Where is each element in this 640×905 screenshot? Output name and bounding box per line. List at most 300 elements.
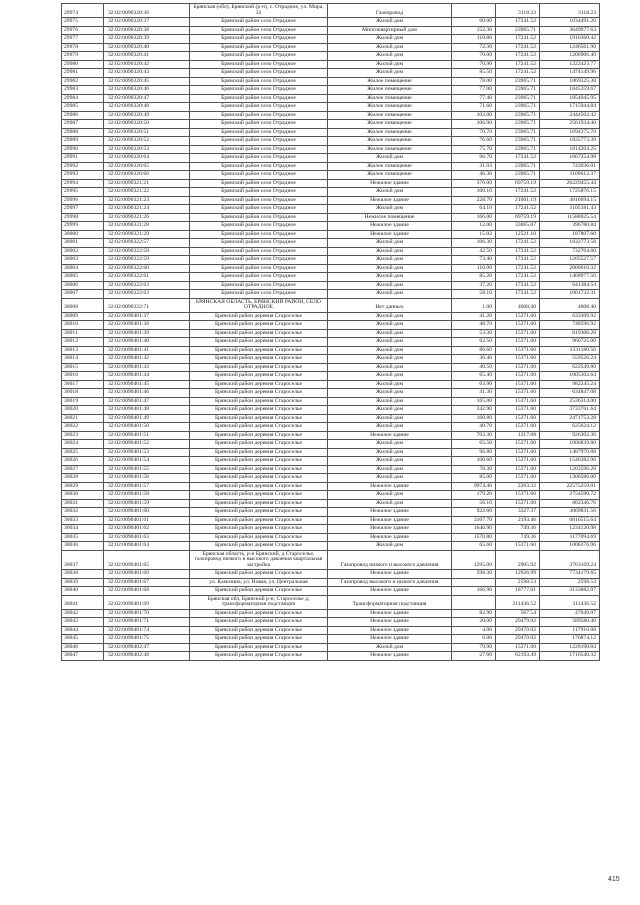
- cadastral-value-cell: 2000016.32: [540, 264, 600, 273]
- address-cell: Брянский район деревня Староселье: [190, 508, 328, 517]
- cadastral-value-cell: 1694375.70: [540, 128, 600, 137]
- area-cell: 152.30: [452, 26, 496, 35]
- specific-value-cell: 15371.60: [496, 346, 540, 355]
- address-cell: Брянский район деревня Староселье: [190, 570, 328, 579]
- table-row: [62, 533, 600, 542]
- cadastral-value-cell: 589580.40: [540, 618, 600, 627]
- row-number-cell: 29991: [62, 154, 104, 163]
- address-cell: Брянская (обл), Брянский (р-н), с. Отрадное, ул. Мира, 33: [190, 4, 328, 18]
- cadastral-value-cell: 1008376.96: [540, 542, 600, 551]
- row-number-cell: 29995: [62, 188, 104, 197]
- row-number-cell: 29990: [62, 145, 104, 154]
- cadastral-number-cell: 32:02:0090401:38: [104, 321, 190, 330]
- specific-value-cell: 23965.71: [496, 77, 540, 86]
- row-number-cell: 30008: [62, 298, 104, 312]
- area-cell: 70.00: [452, 52, 496, 61]
- cadastral-value-cell: 11580025.54: [540, 213, 600, 222]
- cadastral-number-cell: 32:02:0090401:39: [104, 329, 190, 338]
- address-cell: Брянский район село Отрадное: [190, 239, 328, 248]
- cadastral-number-cell: 32:02:0090320:48: [104, 103, 190, 112]
- row-number-cell: 29986: [62, 111, 104, 120]
- table-row: [62, 171, 600, 180]
- area-cell: 75.70: [452, 145, 496, 154]
- object-type-cell: Нежилое здание: [328, 196, 452, 205]
- specific-value-cell: 17241.52: [496, 69, 540, 78]
- specific-value-cell: 23965.71: [496, 162, 540, 171]
- area-cell: 72.30: [452, 43, 496, 52]
- table-row: [62, 457, 600, 466]
- object-type-cell: Жилой дом: [328, 329, 452, 338]
- object-type-cell: Жилой дом: [328, 264, 452, 273]
- table-row: [62, 94, 600, 103]
- table-row: [62, 355, 600, 364]
- table-row: [62, 103, 600, 112]
- object-type-cell: Нежилое здание: [328, 482, 452, 491]
- row-number-cell: 30023: [62, 431, 104, 440]
- address-cell: Брянский район село Отрадное: [190, 103, 328, 112]
- cadastral-value-cell: 3733761.64: [540, 406, 600, 415]
- cadastral-value-cell: 4608.40: [540, 298, 600, 312]
- table-row: [62, 440, 600, 449]
- cadastral-value-cell: 2536314.00: [540, 397, 600, 406]
- table-row: [62, 448, 600, 457]
- cadastral-number-cell: 32:02:0090401:43: [104, 363, 190, 372]
- cadastral-value-cell: 1667254.98: [540, 154, 600, 163]
- area-cell: 27.60: [452, 652, 496, 661]
- area-cell: 96.70: [452, 154, 496, 163]
- row-number-cell: 30042: [62, 609, 104, 618]
- cadastral-number-cell: 32:02:0090401:53: [104, 448, 190, 457]
- page-number: 415: [608, 876, 620, 883]
- specific-value-cell: 1317.08: [496, 431, 540, 440]
- object-type-cell: Жилой дом: [328, 247, 452, 256]
- address-cell: Брянский район село Отрадное: [190, 222, 328, 231]
- address-cell: Брянский район село Отрадное: [190, 162, 328, 171]
- table-row: [62, 77, 600, 86]
- specific-value-cell: 15371.60: [496, 465, 540, 474]
- area-cell: 106.30: [452, 239, 496, 248]
- row-number-cell: 29985: [62, 103, 104, 112]
- table-row: [62, 69, 600, 78]
- address-cell: Брянский район деревня Староселье: [190, 406, 328, 415]
- specific-value-cell: 12926.99: [496, 570, 540, 579]
- row-number-cell: 29994: [62, 179, 104, 188]
- cadastral-value-cell: 22575259.01: [540, 482, 600, 491]
- object-type-cell: Жилой дом: [328, 457, 452, 466]
- cadastral-value-cell: 926302.36: [540, 431, 600, 440]
- area-cell: 79.90: [452, 643, 496, 652]
- row-number-cell: 30002: [62, 247, 104, 256]
- area-cell: 165.00: [452, 397, 496, 406]
- cadastral-number-cell: 32:02:0090401:67: [104, 578, 190, 587]
- address-cell: Брянский район деревня Староселье: [190, 626, 328, 635]
- row-number-cell: 30046: [62, 643, 104, 652]
- table-row: [62, 595, 600, 609]
- specific-value-cell: 23965.71: [496, 111, 540, 120]
- cadastral-number-cell: 32:02:0090320:46: [104, 86, 190, 95]
- address-cell: Брянский район деревня Староселье: [190, 499, 328, 508]
- specific-value-cell: 749.36: [496, 525, 540, 534]
- cadastral-number-cell: 32:02:0090401:71: [104, 618, 190, 627]
- row-number-cell: 29980: [62, 60, 104, 69]
- specific-value-cell: 33065.07: [496, 222, 540, 231]
- cadastral-value-cell: 1845359.67: [540, 86, 600, 95]
- address-cell: Брянский район деревня Староселье: [190, 525, 328, 534]
- cadastral-number-cell: 32:02:0090401:47: [104, 397, 190, 406]
- table-row: [62, 120, 600, 129]
- cadastral-number-cell: 32:02:0090401:37: [104, 312, 190, 321]
- cadastral-number-cell: 32:02:0090321:23: [104, 196, 190, 205]
- table-row: [62, 188, 600, 197]
- row-number-cell: 30019: [62, 397, 104, 406]
- object-type-cell: Газопровод высокого и низкого давления: [328, 578, 452, 587]
- cadastral-value-cell: 1869325.38: [540, 77, 600, 86]
- cadastral-number-cell: 32:02:0090322:59: [104, 256, 190, 265]
- table-row: [62, 26, 600, 35]
- cadastral-value-cell: 1715944.84: [540, 103, 600, 112]
- table-row: [62, 205, 600, 214]
- row-number-cell: 29992: [62, 162, 104, 171]
- table-row: [62, 570, 600, 579]
- row-number-cell: 30029: [62, 482, 104, 491]
- table-row: [62, 52, 600, 61]
- address-cell: Брянский район село Отрадное: [190, 26, 328, 35]
- specific-value-cell: 15371.60: [496, 363, 540, 372]
- address-cell: Брянский район село Отрадное: [190, 86, 328, 95]
- table-row: [62, 406, 600, 415]
- specific-value-cell: 69759.19: [496, 179, 540, 188]
- table-row: [62, 213, 600, 222]
- cadastral-value-cell: 1487970.88: [540, 448, 600, 457]
- area-cell: 598.30: [452, 570, 496, 579]
- cadastral-number-cell: 32:02:0090401:49: [104, 414, 190, 423]
- cadastral-number-cell: 32:02:0090320:40: [104, 43, 190, 52]
- specific-value-cell: 4608.40: [496, 298, 540, 312]
- row-number-cell: 30028: [62, 474, 104, 483]
- row-number-cell: 30040: [62, 587, 104, 596]
- row-number-cell: 29987: [62, 120, 104, 129]
- table-row: [62, 128, 600, 137]
- row-number-cell: 29978: [62, 43, 104, 52]
- object-type-cell: Жилой дом: [328, 188, 452, 197]
- cadastral-number-cell: 32:02:0090320:45: [104, 77, 190, 86]
- address-cell: Брянский район село Отрадное: [190, 111, 328, 120]
- address-cell: Брянский район деревня Староселье: [190, 533, 328, 542]
- area-cell: 60.00: [452, 18, 496, 27]
- cadastral-value-cell: 1177094.69: [540, 533, 600, 542]
- cadastral-value-cell: 2754590.72: [540, 491, 600, 500]
- object-type-cell: Жилой дом: [328, 338, 452, 347]
- address-cell: Брянский район село Отрадное: [190, 230, 328, 239]
- row-number-cell: 30007: [62, 290, 104, 299]
- specific-value-cell: 23965.71: [496, 171, 540, 180]
- object-type-cell: Жилой дом: [328, 380, 452, 389]
- cadastral-value-cell: 6816515.64: [540, 516, 600, 525]
- address-cell: Брянский район село Отрадное: [190, 205, 328, 214]
- row-number-cell: 30009: [62, 312, 104, 321]
- row-number-cell: 30031: [62, 499, 104, 508]
- object-type-cell: Жилой дом: [328, 643, 452, 652]
- table-row: [62, 338, 600, 347]
- row-number-cell: 29981: [62, 69, 104, 78]
- row-number-cell: 30025: [62, 448, 104, 457]
- row-number-cell: 29989: [62, 137, 104, 146]
- area-cell: 376.00: [452, 179, 496, 188]
- table-row: [62, 423, 600, 432]
- cadastral-value-cell: 732764.60: [540, 247, 600, 256]
- table-row: [62, 86, 600, 95]
- cadastral-number-cell: 32:02:0090401:66: [104, 570, 190, 579]
- row-number-cell: 30027: [62, 465, 104, 474]
- row-number-cell: 30018: [62, 389, 104, 398]
- table-row: [62, 499, 600, 508]
- specific-value-cell: 15371.60: [496, 499, 540, 508]
- address-cell: Брянский район деревня Староселье: [190, 448, 328, 457]
- area-cell: 71.60: [452, 103, 496, 112]
- cadastral-value-cell: 2561934.40: [540, 120, 600, 129]
- cadastral-number-cell: 32:02:0090320:50: [104, 120, 190, 129]
- row-number-cell: 30021: [62, 414, 104, 423]
- table-row: [62, 474, 600, 483]
- address-cell: Брянский район село Отрадное: [190, 120, 328, 129]
- area-cell: 1646.90: [452, 525, 496, 534]
- address-cell: Брянский район село Отрадное: [190, 281, 328, 290]
- cadastral-value-cell: 1109612.37: [540, 171, 600, 180]
- area-cell: 65.60: [452, 542, 496, 551]
- object-type-cell: Жилой дом: [328, 205, 452, 214]
- area-cell: 56.10: [452, 499, 496, 508]
- cadastral-number-cell: 32:02:0090401:40: [104, 338, 190, 347]
- table-row: [62, 321, 600, 330]
- row-number-cell: 30012: [62, 338, 104, 347]
- specific-value-cell: 17241.52: [496, 247, 540, 256]
- specific-value-cell: 15371.60: [496, 542, 540, 551]
- table-row: [62, 578, 600, 587]
- cadastral-number-cell: 32:02:0090320:43: [104, 69, 190, 78]
- area-cell: 179.20: [452, 491, 496, 500]
- cadastral-number-cell: 32:02:0090402:47: [104, 643, 190, 652]
- cadastral-number-cell: 32:02:0090401:65: [104, 550, 190, 570]
- cadastral-number-cell: 32:02:0090320:51: [104, 128, 190, 137]
- row-number-cell: 29984: [62, 94, 104, 103]
- cadastral-value-cell: 634847.08: [540, 389, 600, 398]
- object-type-cell: Нежилое здание: [328, 533, 452, 542]
- table-row: [62, 652, 600, 661]
- cadastral-value-cell: 7734179.65: [540, 570, 600, 579]
- area-cell: 46.30: [452, 171, 496, 180]
- area-cell: 41.20: [452, 312, 496, 321]
- area-cell: 77.00: [452, 86, 496, 95]
- cadastral-value-cell: 1474149.96: [540, 69, 600, 78]
- table-row: [62, 372, 600, 381]
- table-row: [62, 111, 600, 120]
- address-cell: Брянский район деревня Староселье: [190, 372, 328, 381]
- cadastral-value-table: [61, 3, 600, 661]
- object-type-cell: Нежилое помещение: [328, 213, 452, 222]
- specific-value-cell: 69759.19: [496, 213, 540, 222]
- table-row: [62, 60, 600, 69]
- row-number-cell: 30017: [62, 380, 104, 389]
- address-cell: Брянский район село Отрадное: [190, 145, 328, 154]
- area-cell: 76.60: [452, 137, 496, 146]
- object-type-cell: Нежилое здание: [328, 508, 452, 517]
- object-type-cell: Нежилое здание: [328, 230, 452, 239]
- specific-value-cell: 23965.71: [496, 137, 540, 146]
- table-row: [62, 516, 600, 525]
- object-type-cell: Нет данных: [328, 298, 452, 312]
- table-row: [62, 635, 600, 644]
- address-cell: Брянский район село Отрадное: [190, 35, 328, 44]
- table-row: [62, 380, 600, 389]
- cadastral-number-cell: 32:02:0090401:75: [104, 635, 190, 644]
- specific-value-cell: 15371.60: [496, 423, 540, 432]
- object-type-cell: Жилое помещение: [328, 77, 452, 86]
- specific-value-cell: 15371.60: [496, 397, 540, 406]
- cadastral-number-cell: 32:02:0090320:41: [104, 52, 190, 61]
- cadastral-value-cell: 176874.12: [540, 635, 600, 644]
- area-cell: 1570.80: [452, 533, 496, 542]
- area-cell: 48.70: [452, 321, 496, 330]
- specific-value-cell: 17241.52: [496, 18, 540, 27]
- area-cell: 62.50: [452, 338, 496, 347]
- table-row: [62, 389, 600, 398]
- specific-value-cell: 23965.71: [496, 128, 540, 137]
- table-row: [62, 397, 600, 406]
- table-row: [62, 542, 600, 551]
- row-number-cell: 30030: [62, 491, 104, 500]
- object-type-cell: Жилой дом: [328, 154, 452, 163]
- cadastral-value-cell: 743936.01: [540, 162, 600, 171]
- table-row: [62, 35, 600, 44]
- cadastral-number-cell: 32:02:0090401:64: [104, 542, 190, 551]
- specific-value-cell: 15371.60: [496, 414, 540, 423]
- address-cell: Брянский район село Отрадное: [190, 171, 328, 180]
- address-cell: Брянский район село Отрадное: [190, 154, 328, 163]
- object-type-cell: Жилое помещение: [328, 171, 452, 180]
- object-type-cell: Нежилое здание: [328, 431, 452, 440]
- specific-value-cell: 18777.01: [496, 587, 540, 596]
- address-cell: Брянский район село Отрадное: [190, 264, 328, 273]
- area-cell: 1295.00: [452, 550, 496, 570]
- object-type-cell: Жилой дом: [328, 18, 452, 27]
- cadastral-value-cell: 3118.23: [540, 4, 600, 18]
- cadastral-number-cell: 32:02:0090401:56: [104, 474, 190, 483]
- area-cell: 6.00: [452, 635, 496, 644]
- cadastral-number-cell: 32:02:0090401:54: [104, 457, 190, 466]
- table-row: [62, 154, 600, 163]
- object-type-cell: Жилой дом: [328, 355, 452, 364]
- area-cell: 58.10: [452, 290, 496, 299]
- cadastral-value-cell: 2444502.42: [540, 111, 600, 120]
- address-cell: Брянский район село Отрадное: [190, 18, 328, 27]
- object-type-cell: Нежилое здание: [328, 635, 452, 644]
- object-type-cell: Жилой дом: [328, 312, 452, 321]
- table-row: [62, 196, 600, 205]
- address-cell: Брянский район деревня Староселье: [190, 363, 328, 372]
- specific-value-cell: 17241.52: [496, 52, 540, 61]
- row-number-cell: 30045: [62, 635, 104, 644]
- specific-value-cell: 2905.92: [496, 550, 540, 570]
- area-cell: 70.90: [452, 60, 496, 69]
- row-number-cell: 29996: [62, 196, 104, 205]
- table-row: [62, 312, 600, 321]
- row-number-cell: 29993: [62, 171, 104, 180]
- area-cell: 64.10: [452, 205, 496, 214]
- cadastral-number-cell: 32:02:0090322:57: [104, 239, 190, 248]
- specific-value-cell: 15371.60: [496, 380, 540, 389]
- area-cell: 110.80: [452, 35, 496, 44]
- row-number-cell: 30010: [62, 321, 104, 330]
- area-cell: 40.70: [452, 423, 496, 432]
- address-cell: Брянский район село Отрадное: [190, 60, 328, 69]
- specific-value-cell: 62193.49: [496, 652, 540, 661]
- row-number-cell: 30013: [62, 346, 104, 355]
- row-number-cell: 30000: [62, 230, 104, 239]
- area-cell: 102.00: [452, 111, 496, 120]
- object-type-cell: Жилое помещение: [328, 137, 452, 146]
- cadastral-value-cell: 1246561.90: [540, 43, 600, 52]
- area-cell: 42.50: [452, 247, 496, 256]
- specific-value-cell: 29479.02: [496, 635, 540, 644]
- cadastral-value-cell: 3069831.56: [540, 508, 600, 517]
- object-type-cell: Жилой дом: [328, 346, 452, 355]
- cadastral-number-cell: 32:02:0090320:66: [104, 171, 190, 180]
- address-cell: БРЯНСКАЯ ОБЛАСТЬ, БРЯНСКИЙ РАЙОН, СЕЛО ОТРАДНОЕ: [190, 298, 328, 312]
- cadastral-number-cell: 32:02:0090401:63: [104, 533, 190, 542]
- object-type-cell: Жилой дом: [328, 52, 452, 61]
- specific-value-cell: 29479.02: [496, 626, 540, 635]
- object-type-cell: Жилой дом: [328, 448, 452, 457]
- table-row: [62, 609, 600, 618]
- cadastral-number-cell: 32:02:0090320:65: [104, 162, 190, 171]
- cadastral-value-cell: 748596.92: [540, 321, 600, 330]
- table-row: [62, 239, 600, 248]
- row-number-cell: 29988: [62, 128, 104, 137]
- table-row: [62, 346, 600, 355]
- area-cell: 15.02: [452, 230, 496, 239]
- row-number-cell: 30015: [62, 363, 104, 372]
- row-number-cell: 30024: [62, 440, 104, 449]
- address-cell: Брянский район деревня Староселье: [190, 312, 328, 321]
- specific-value-cell: 23965.71: [496, 103, 540, 112]
- specific-value-cell: 15371.60: [496, 329, 540, 338]
- address-cell: Брянский район село Отрадное: [190, 128, 328, 137]
- row-number-cell: 30038: [62, 570, 104, 579]
- address-cell: Брянский район деревня Староселье: [190, 652, 328, 661]
- specific-value-cell: 749.36: [496, 533, 540, 542]
- area-cell: 20.00: [452, 618, 496, 627]
- row-number-cell: 30041: [62, 595, 104, 609]
- cadastral-value-cell: 1331180.56: [540, 346, 600, 355]
- object-type-cell: Жилой дом: [328, 239, 452, 248]
- specific-value-cell: 15371.60: [496, 440, 540, 449]
- address-cell: Брянский район деревня Староселье: [190, 423, 328, 432]
- cadastral-value-cell: 960725.00: [540, 338, 600, 347]
- cadastral-value-cell: 117916.08: [540, 626, 600, 635]
- row-number-cell: 30037: [62, 550, 104, 570]
- object-type-cell: Нежилое здание: [328, 516, 452, 525]
- object-type-cell: Жилой дом: [328, 423, 452, 432]
- object-type-cell: Жилое помещение: [328, 120, 452, 129]
- cadastral-number-cell: 32:02:0090320:36: [104, 4, 190, 18]
- table-row: [62, 290, 600, 299]
- object-type-cell: Жилое помещение: [328, 94, 452, 103]
- cadastral-value-cell: 1234120.98: [540, 525, 600, 534]
- area-cell: 4.00: [452, 626, 496, 635]
- address-cell: Брянский район деревня Староселье: [190, 329, 328, 338]
- cadastral-value-cell: 1854945.95: [540, 94, 600, 103]
- address-cell: Брянский район деревня Староселье: [190, 542, 328, 551]
